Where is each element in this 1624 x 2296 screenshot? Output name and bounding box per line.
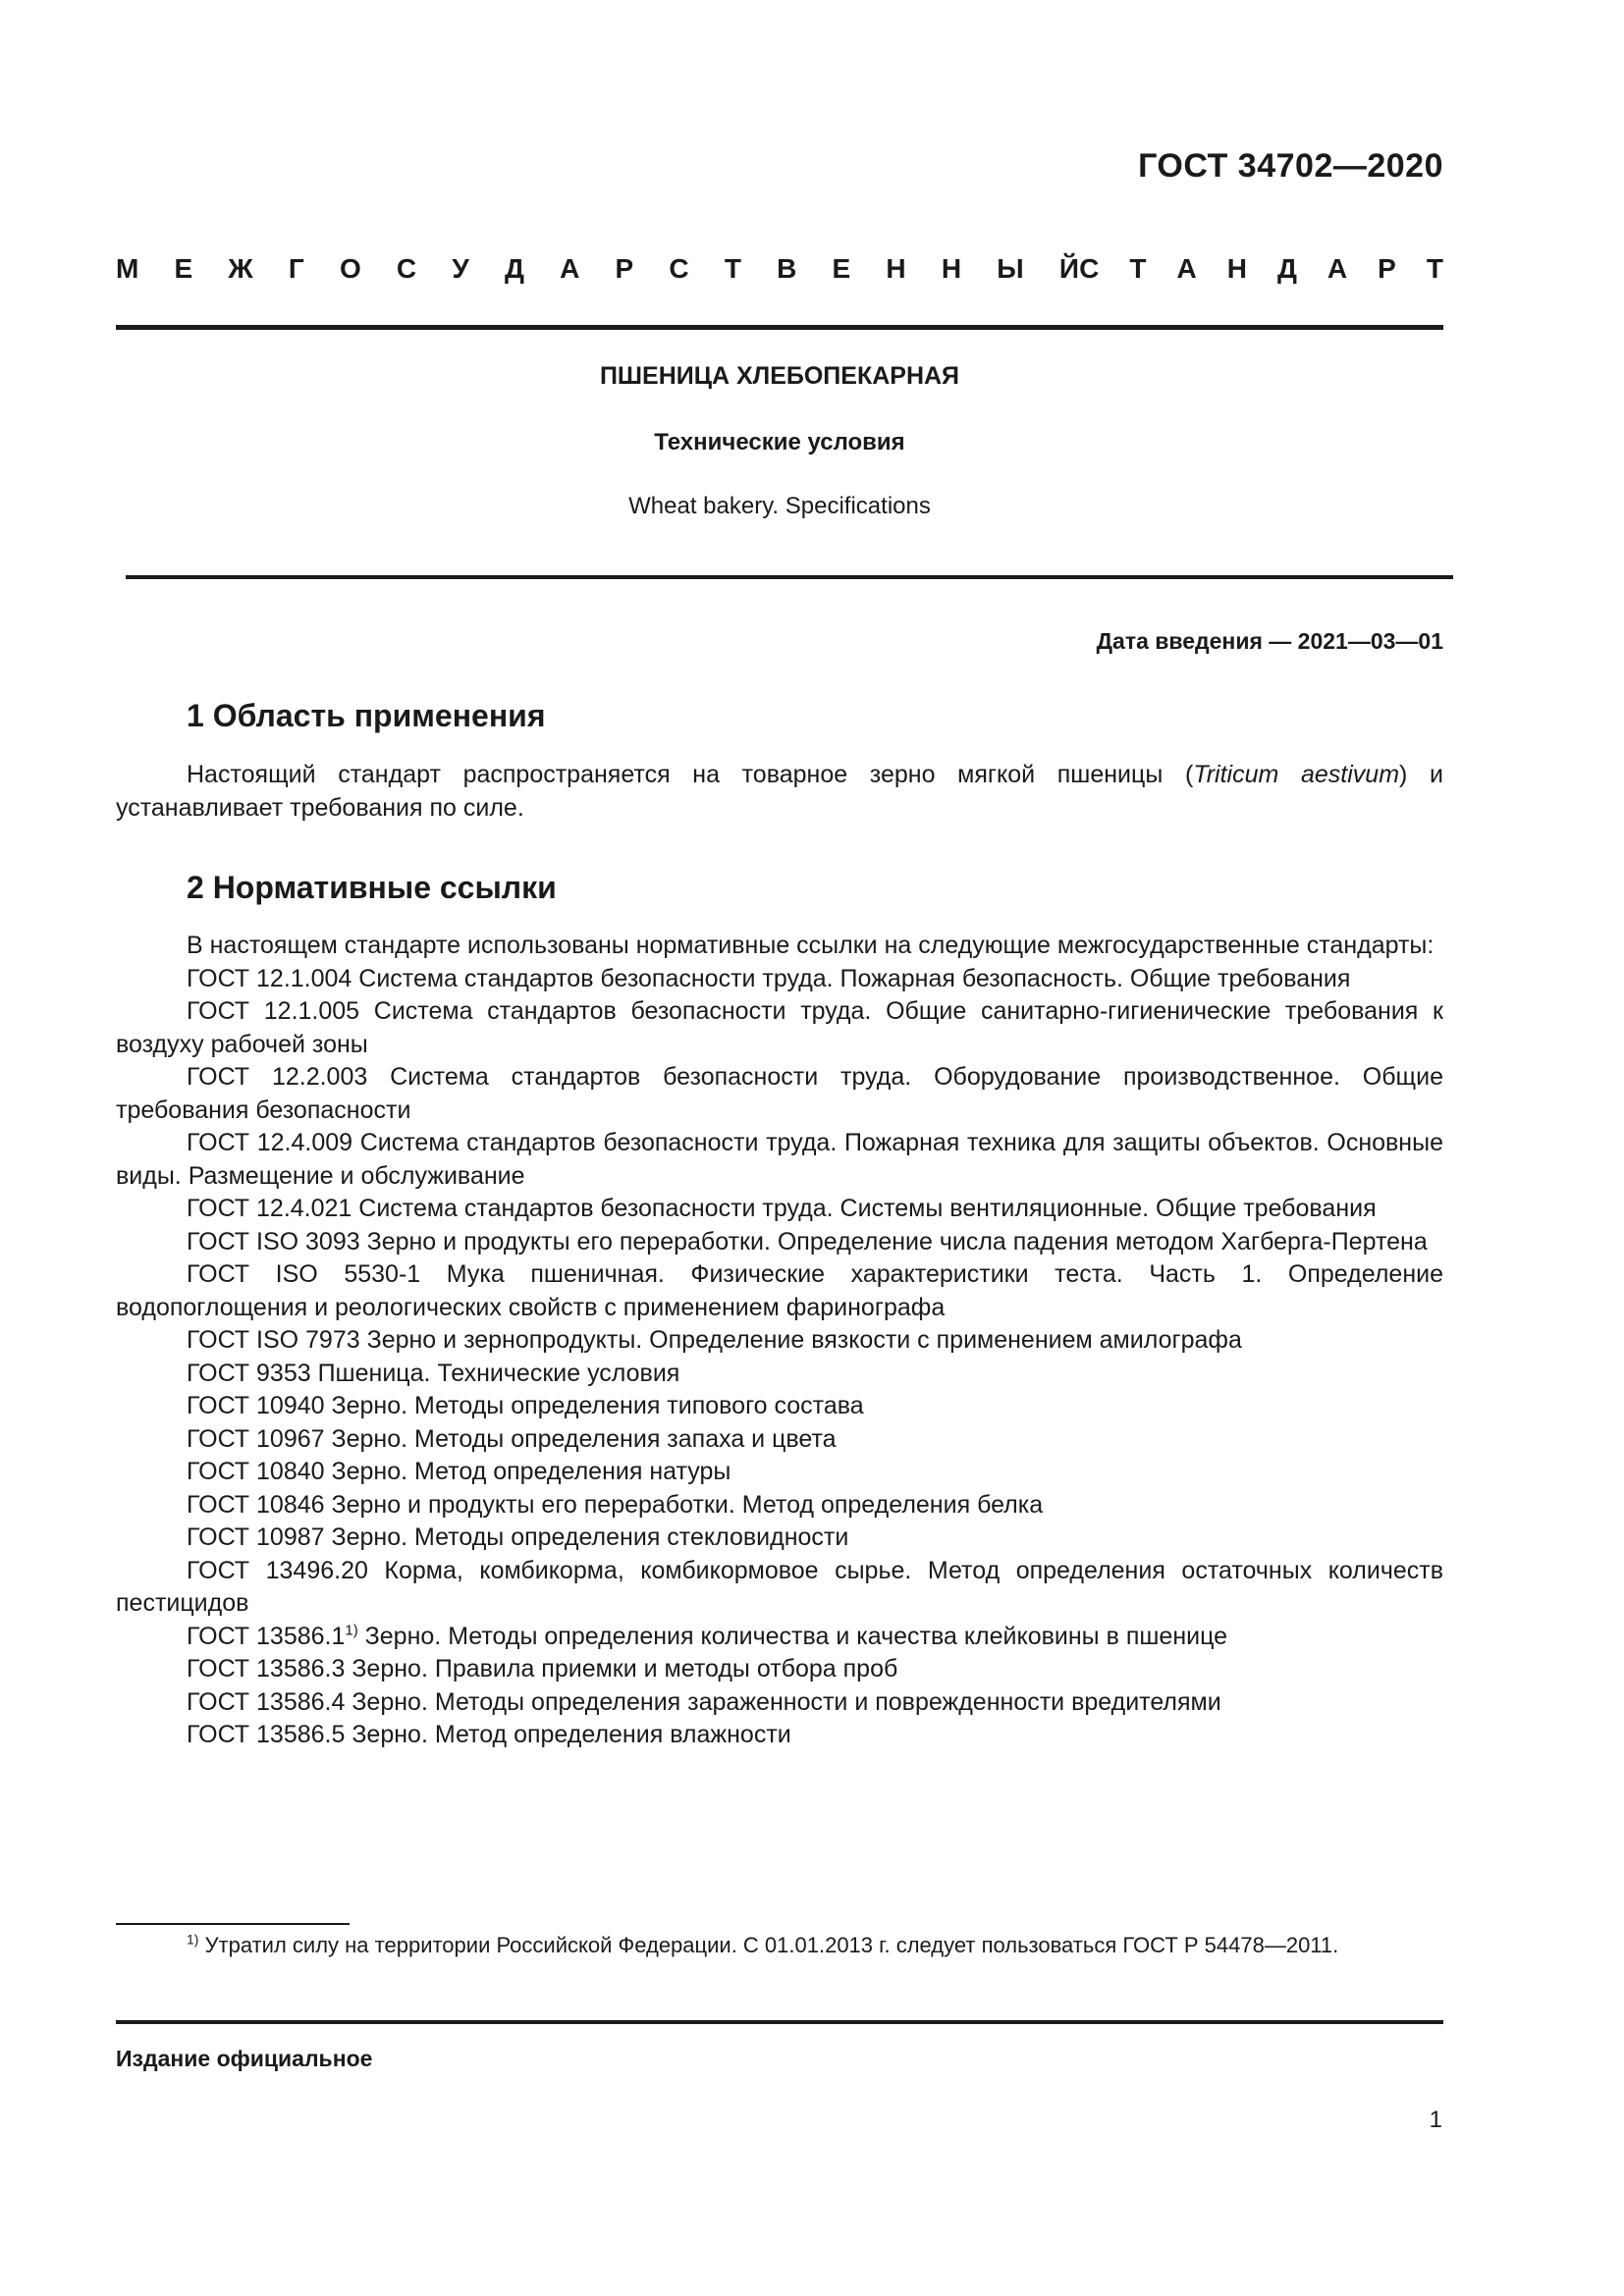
heading-letter: Т — [724, 253, 741, 284]
reference-item: ГОСТ 12.1.004 Система стандартов безопасности труда. Пожарная безопасность. Общие требования — [187, 964, 1351, 992]
heading-letter: Д — [504, 253, 524, 284]
heading-letter: Ы — [997, 253, 1024, 284]
reference-item: ГОСТ 12.2.003 Система стандартов безопасности труда. Оборудование производственное. Общие требования безопасности — [116, 1063, 1443, 1124]
reference-item: ГОСТ 10967 Зерно. Методы определения запаха и цвета — [187, 1424, 837, 1453]
scope-text-start: Настоящий стандарт распространяется на товарное зерно мягкой пшеницы ( — [187, 761, 1194, 788]
heading-letter: С — [1079, 253, 1100, 284]
interstate-word — [116, 253, 1079, 285]
interstate-standard-heading — [116, 253, 1443, 285]
reference-item: ГОСТ 13586.5 Зерно. Метод определения влажности — [187, 1721, 791, 1748]
reference-item: ГОСТ 10987 Зерно. Методы определения стекловидности — [187, 1523, 849, 1551]
heading-letter: Т — [1426, 253, 1443, 284]
normative-references-list — [116, 930, 1443, 1752]
reference-item: ГОСТ 12.1.005 Система стандартов безопасности труда. Общие санитарно-гигиенические требования к воздуху рабочей зоны — [116, 997, 1443, 1058]
heading-letter: М — [116, 253, 139, 284]
english-title: Wheat bakery. Specifications — [628, 493, 931, 519]
section-heading-scope: 1 Область применения — [187, 698, 546, 733]
heading-letter: Е — [174, 253, 193, 284]
heading-letter: Т — [1129, 253, 1147, 284]
footnote-text: Утратил силу на территории Российской Федерации. С 01.01.2013 г. следует пользоваться ГОСТ Р 54478—2011. — [198, 1933, 1339, 1957]
scope-latin-name: Triticum aestivum — [1193, 761, 1400, 788]
title-divider — [126, 575, 1453, 579]
references-intro: В настоящем стандарте использованы нормативные ссылки на следующие межгосударственные стандарты: — [187, 932, 1435, 959]
footnote-mark: 1) — [345, 1622, 358, 1639]
document-subtitle: Технические условия — [654, 429, 905, 455]
footnote-divider — [116, 1923, 350, 1925]
heading-letter: Р — [615, 253, 634, 284]
heading-letter: Е — [832, 253, 851, 284]
section-heading-normative-references: 2 Нормативные ссылки — [187, 870, 557, 905]
heading-letter: А — [1326, 253, 1348, 284]
heading-letter: О — [339, 253, 361, 284]
reference-code: ГОСТ 13586.1 — [187, 1622, 346, 1650]
footnote-mark: 1) — [187, 1931, 199, 1948]
reference-group — [116, 963, 1443, 1621]
reference-item: ГОСТ ISO 7973 Зерно и зернопродукты. Определение вязкости с применением амилографа — [187, 1326, 1242, 1354]
heading-letter: С — [669, 253, 689, 284]
reference-text: Зерно. Методы определения количества и качества клейковины в пшенице — [357, 1622, 1228, 1650]
reference-item: ГОСТ 12.4.009 Система стандартов безопасности труда. Пожарная техника для защиты объектов. Основные виды. Размещение и обслуживание — [116, 1129, 1443, 1190]
reference-item: ГОСТ 12.4.021 Система стандартов безопасности труда. Системы вентиляционные. Общие требования — [187, 1195, 1377, 1222]
heading-letter: А — [560, 253, 580, 284]
introduction-date: Дата введения — 2021—03—01 — [1096, 628, 1443, 654]
page-number: 1 — [1429, 2107, 1442, 2133]
scope-paragraph — [116, 759, 1443, 825]
reference-item: ГОСТ 10846 Зерно и продукты его переработки. Метод определения белка — [187, 1490, 1044, 1519]
reference-item: ГОСТ 9353 Пшеница. Технические условия — [187, 1359, 680, 1387]
heading-letter: Г — [288, 253, 304, 284]
reference-item: ГОСТ 13586.4 Зерно. Методы определения зараженности и поврежденности вредителями — [187, 1687, 1221, 1716]
heading-letter: В — [777, 253, 797, 284]
heading-letter: Р — [1378, 253, 1396, 284]
heading-letter: Н — [886, 253, 906, 284]
heading-letter: Н — [941, 253, 962, 284]
reference-item: ГОСТ ISO 3093 Зерно и продукты его переработки. Определение числа падения методом Хагберга-Пертена — [187, 1227, 1428, 1255]
reference-item: ГОСТ 10840 Зерно. Метод определения натуры — [187, 1458, 731, 1485]
reference-group — [116, 1653, 1443, 1752]
reference-item: ГОСТ 13496.20 Корма, комбикорма, комбикормовое сырье. Метод определения остаточных количеств пестицидов — [116, 1556, 1443, 1617]
reference-item: ГОСТ 13586.3 Зерно. Правила приемки и методы отбора проб — [187, 1655, 898, 1682]
scope-text-end: ) и устанавливает требования по силе. — [116, 761, 1443, 822]
heading-letter: У — [452, 253, 469, 284]
reference-item: ГОСТ 10940 Зерно. Методы определения типового состава — [187, 1392, 864, 1419]
reference-item: ГОСТ ISO 5530-1 Мука пшеничная. Физические характеристики теста. Часть 1. Определение водопоглощения и реологических свойств с применением фаринографа — [116, 1260, 1443, 1321]
heading-letter: Д — [1276, 253, 1297, 284]
footnote — [116, 1930, 1443, 1960]
heading-letter: Ж — [228, 253, 253, 284]
heading-letter: Й — [1058, 253, 1079, 284]
reference-item — [116, 1621, 1443, 1654]
gost-number: ГОСТ 34702—2020 — [1138, 147, 1443, 185]
heading-letter: С — [396, 253, 417, 284]
bottom-divider — [116, 2020, 1443, 2024]
official-edition-label: Издание официальное — [116, 2046, 373, 2071]
top-divider — [116, 325, 1443, 330]
standard-word — [1079, 253, 1443, 285]
document-title: ПШЕНИЦА ХЛЕБОПЕКАРНАЯ — [599, 362, 960, 390]
heading-letter: А — [1176, 253, 1197, 284]
heading-letter: Н — [1226, 253, 1247, 284]
